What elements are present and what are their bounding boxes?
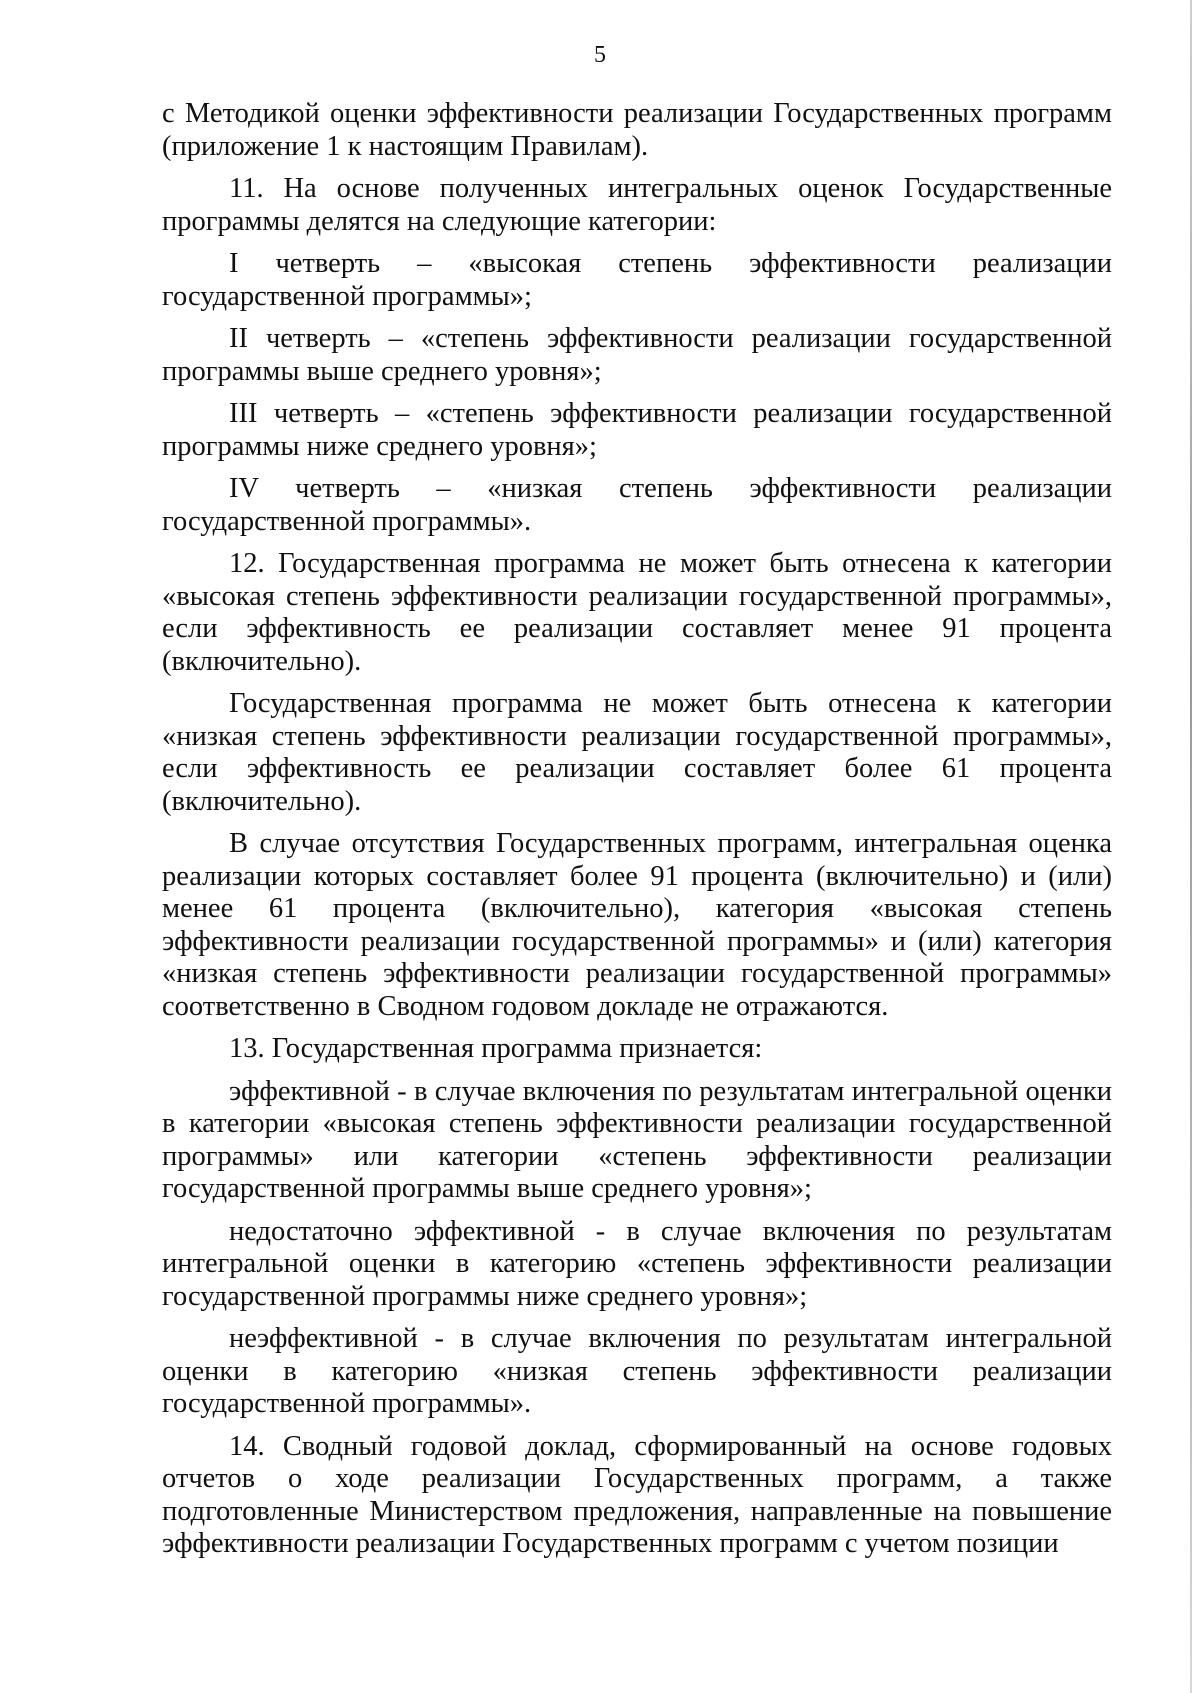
page-edge-shadow bbox=[1190, 0, 1192, 1693]
paragraph-insufficiently-effective: недостаточно эффективной - в случае включения по результатам интегральной оценки в категорию «степень эффективности реализации государственной программы ниже среднего уровня»; bbox=[162, 1215, 1112, 1312]
paragraph-quarter-2: II четверть – «степень эффективности реализации государственной программы выше среднего уровня»; bbox=[162, 323, 1112, 387]
page-number: 5 bbox=[594, 42, 606, 68]
paragraph-12-high-category: 12. Государственная программа не может быть отнесена к категории «высокая степень эффективности реализации государственной программы», если эффективность ее реализации составляет менее 91 процента (включительно). bbox=[162, 548, 1112, 677]
paragraph-13-recognition: 13. Государственная программа признается: bbox=[229, 1033, 763, 1064]
paragraph-quarter-4: IV четверть – «низкая степень эффективности реализации государственной программы». bbox=[162, 473, 1112, 537]
paragraph-quarter-1: I четверть – «высокая степень эффективности реализации государственной программы»; bbox=[162, 248, 1112, 312]
paragraph-low-category: Государственная программа не может быть отнесена к категории «низкая степень эффективности реализации государственной программы», если эффективность ее реализации составляет более 61 процента (включительно). bbox=[162, 688, 1112, 817]
paragraph-methodology-continuation: с Методикой оценки эффективности реализации Государственных программ (приложение 1 к настоящим Правилам). bbox=[162, 98, 1112, 162]
paragraph-effective: эффективной - в случае включения по результатам интегральной оценки в категории «высокая степень эффективности реализации государственной программы» или категории «степень эффективности реализации государственной программы выше среднего уровня»; bbox=[162, 1075, 1112, 1204]
paragraph-11-categories: 11. На основе полученных интегральных оценок Государственные программы делятся на следующие категории: bbox=[162, 173, 1112, 237]
paragraph-quarter-3: III четверть – «степень эффективности реализации государственной программы ниже среднего уровня»; bbox=[162, 398, 1112, 462]
document-body bbox=[162, 98, 1112, 1571]
paragraph-14-annual-report: 14. Сводный годовой доклад, сформированный на основе годовых отчетов о ходе реализации Государственных программ, а также подготовленные Министерством предложения, направленные на повышение эффективности реализации Государственных программ с учетом позиции bbox=[162, 1430, 1112, 1559]
paragraph-ineffective: неэффективной - в случае включения по результатам интегральной оценки в категорию «низкая степень эффективности реализации государственной программы». bbox=[162, 1323, 1112, 1419]
paragraph-absence-case: В случае отсутствия Государственных программ, интегральная оценка реализации которых составляет более 91 процента (включительно) и (или) менее 61 процента (включительно), категория «высокая степень эффективности реализации государственной программы» и (или) категория «низкая степень эффективности реализации государственной программы» соответственно в Сводном годовом докладе не отражаются. bbox=[162, 828, 1112, 1022]
